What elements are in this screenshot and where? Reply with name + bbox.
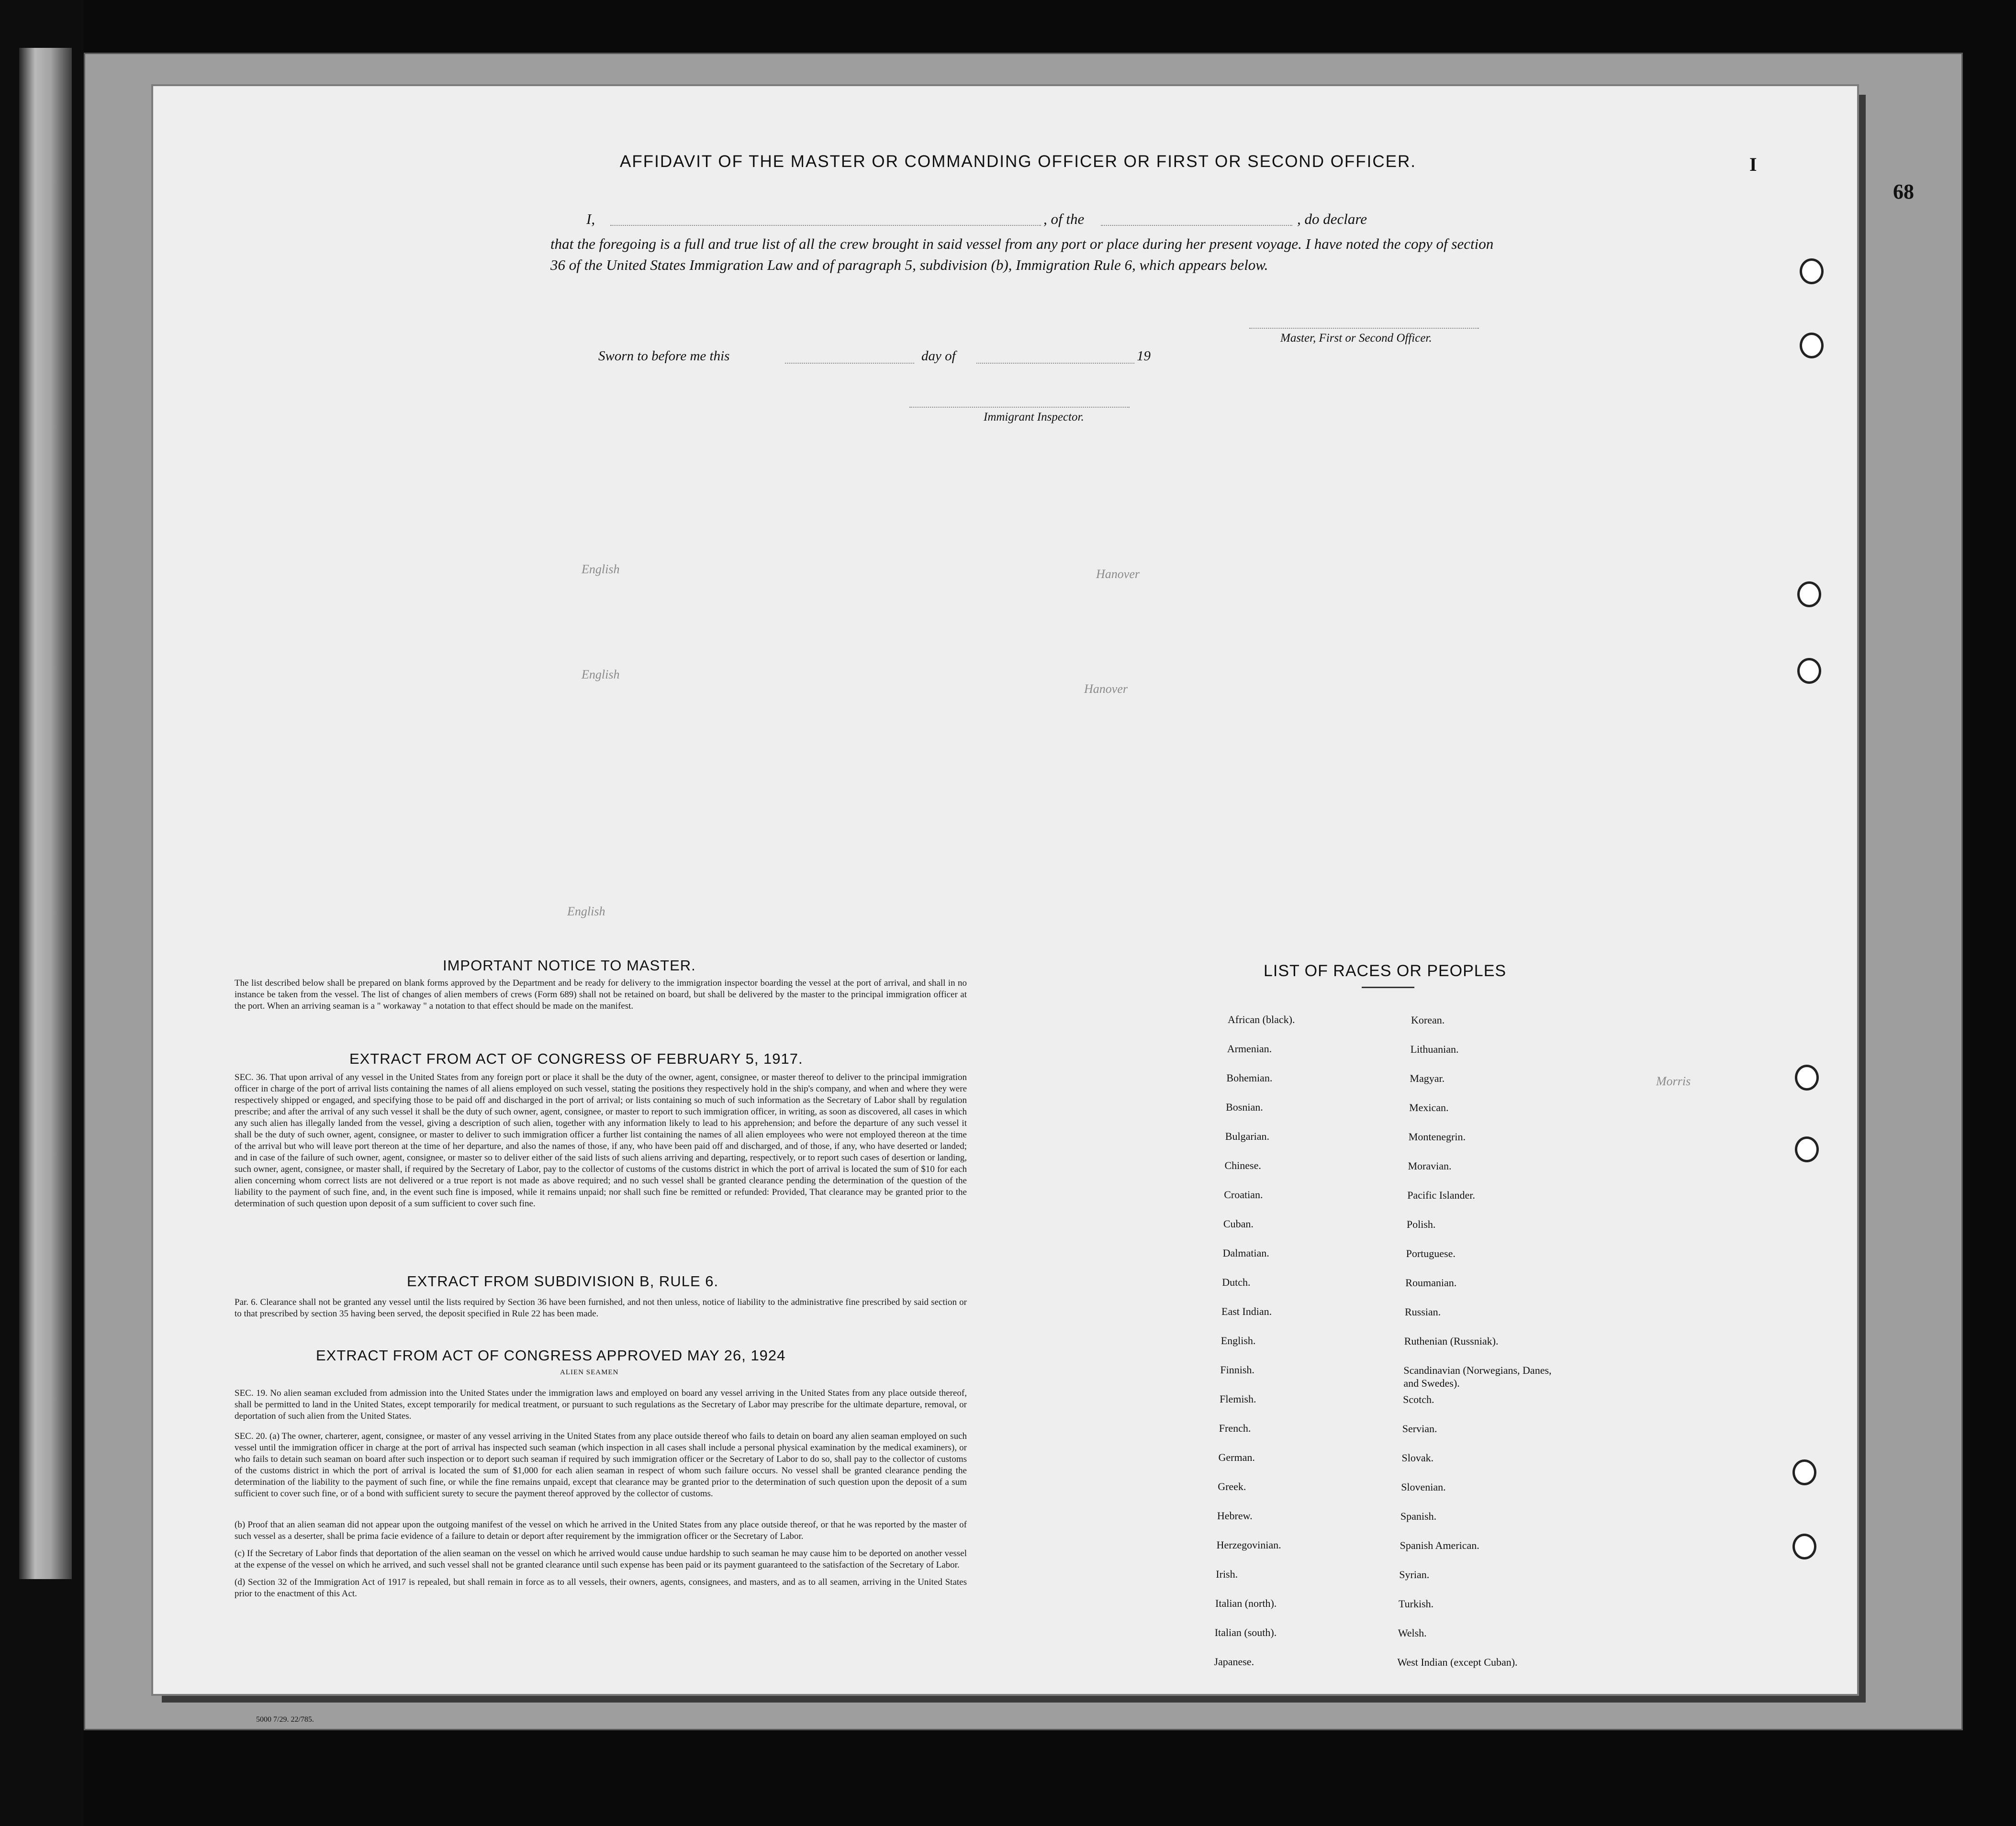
race-item: Bosnian.: [1226, 1101, 1263, 1113]
race-item: Turkish.: [1399, 1598, 1434, 1610]
form-code: 5000 7/29. 22/785.: [256, 1715, 314, 1724]
race-item: Dalmatian.: [1222, 1247, 1269, 1259]
inspector-label: Immigrant Inspector.: [984, 411, 1084, 423]
affidavit-i: I,: [586, 211, 595, 227]
race-item: West Indian (except Cuban).: [1397, 1656, 1518, 1668]
race-item: Ruthenian (Russniak).: [1404, 1335, 1499, 1347]
races-title: LIST OF RACES OR PEOPLES: [1264, 962, 1507, 980]
binder-hole: [1792, 1459, 1816, 1485]
race-item: Moravian.: [1408, 1160, 1452, 1172]
binder-hole: [1797, 658, 1821, 684]
race-item: Servian.: [1402, 1423, 1437, 1435]
race-item: Portuguese.: [1406, 1247, 1456, 1259]
handwriting-2: Hanover: [1096, 567, 1140, 581]
race-item: Spanish American.: [1400, 1539, 1479, 1551]
extract-1924-subtitle: ALIEN SEAMEN: [560, 1369, 619, 1376]
affidavit-of-the: , of the: [1043, 211, 1085, 227]
binder-hole: [1800, 333, 1824, 358]
inspector-signature-line[interactable]: [909, 407, 1130, 408]
binder-hole: [1792, 1534, 1816, 1559]
binder-hole: [1797, 581, 1821, 607]
race-item: Scandinavian (Norwegians, Danes, and Swedes).: [1403, 1364, 1552, 1389]
extract-1924-sec19: SEC. 19. No alien seaman excluded from admission into the United States under the immigration laws and employed on board any vessel arriving in the United States from any place outside thereof, shall be permitted to land in the United States, except temporarily for medical treatment, or pursuant to such regulations as the Secretary of Labor may prescribe for the ultimate departure, removal, or deportation of such alien from the United States.: [235, 1388, 967, 1421]
handwriting-6: Morris: [1656, 1074, 1691, 1088]
race-item: Italian (south).: [1214, 1626, 1277, 1638]
race-item: Bulgarian.: [1225, 1130, 1270, 1142]
race-item: Flemish.: [1220, 1393, 1256, 1405]
race-item: Roumanian.: [1405, 1277, 1457, 1289]
race-item: Japanese.: [1214, 1656, 1254, 1668]
race-item: Bohemian.: [1226, 1072, 1273, 1084]
binder-hole: [1795, 1136, 1819, 1162]
master-signature-line[interactable]: [1249, 328, 1479, 329]
race-item: German.: [1218, 1451, 1255, 1463]
race-item: Chinese.: [1224, 1159, 1261, 1171]
extract-1917-text: SEC. 36. That upon arrival of any vessel in the United States from any foreign port or place it shall be the duty of the owner, agent, consignee, or master thereof to deliver to the principal immigration officer in charge of the port of arrival lists containing the names of all aliens employed on such vessel, stating the positions they respectively hold in the ship's company, and when and where they were respectively shipped or engaged, and specifying those to be paid off and discharged in the port of arrival; or lists containing so much of such information as the Secretary of Labor shall by regulation prescribe; and after the arrival of any such vessel it shall be the duty of such owner, agent, consignee, or master to report to such immigration officer, in writing, as soon as discovered, all cases in which any such alien has illegally landed from the vessel, giving a description of such alien, together with any information likely to lead to his apprehension; and before the departure of any such vessel it shall be the duty of such owner, agent, consignee, or master to deliver to such immigration officer a further list containing the names of all alien employees who were not employed thereon at the time of the arrival but who will leave port thereon at the time of her departure, and also the names of those, if any, who have been paid off and discharged, and of those, if any, who have deserted or landed; and in case of the failure of such owner, agent, consignee, or master so to deliver either of the said lists of such aliens arriving and departing, respectively, or to report such cases of desertion or landing, such owner, agent, consignee, or master shall, if required by the Secretary of Labor, pay to the collector of customs of the customs district in which the port of arrival is located the sum of $10 for each alien concerning whom correct lists are not delivered or a true report is not made as above required; and no such vessel shall be granted clearance pending the determination of the question of the liability to the payment of such fine, and, in the event such fine is imposed, while it remains unpaid; nor shall such fine be remitted or refunded: Provided, That clearance may be granted prior to the determination of such question upon deposit of a sum sufficient to cover such fine.: [235, 1072, 967, 1209]
race-item: Lithuanian.: [1410, 1043, 1459, 1055]
race-item: Irish.: [1216, 1568, 1238, 1580]
race-item: Welsh.: [1398, 1627, 1427, 1639]
extract-1924-sec20a: SEC. 20. (a) The owner, charterer, agent, consignee, or master of any vessel arriving in the United States from any place outside thereof who fails to detain on board any alien seaman employed on such vessel until the immigration officer in charge at the port of arrival has inspected such seaman (which inspection in all cases shall include a personal physical examination by the medical examiners), or who fails to detain such seaman on board after such inspection or to deport such seaman if required by such immigration officer or the Secretary of Labor to do so, shall pay to the collector of customs of the customs district in which the port of arrival is located the sum of $1,000 for each alien seaman in respect of whom such failure occurs. No vessel shall be granted clearance pending the determination of the liability to the payment of such fine, or while the fine remains unpaid, except that clearance may be granted prior to the determination of such question upon the deposit of a sum sufficient to cover such fine, or of a bond with sufficient surety to secure the payment thereof approved by the collector of customs.: [235, 1431, 967, 1499]
race-item: Cuban.: [1223, 1218, 1254, 1230]
handwriting-5: English: [567, 904, 605, 918]
extract-rule6-title: EXTRACT FROM SUBDIVISION B, RULE 6.: [407, 1273, 719, 1290]
extract-1924-sec20d: (d) Section 32 of the Immigration Act of 1917 is repealed, but shall remain in force as to all vessels, their owners, agents, consignees, and masters, and as to all seamen, arriving in the United States prior to the enactment of this Act.: [235, 1577, 967, 1599]
race-item: French.: [1219, 1422, 1251, 1434]
race-item: Finnish.: [1220, 1364, 1254, 1376]
race-item: Dutch.: [1222, 1276, 1251, 1288]
race-item: Slovenian.: [1401, 1481, 1446, 1493]
extract-1924-title: EXTRACT FROM ACT OF CONGRESS APPROVED MAY 26, 1924: [316, 1347, 786, 1364]
binder-hole: [1795, 1065, 1819, 1091]
race-item: Korean.: [1411, 1014, 1445, 1026]
affidavit-declare: , do declare: [1297, 211, 1367, 227]
race-item: African (black).: [1228, 1013, 1295, 1025]
page-mark: I: [1749, 154, 1757, 175]
notice-title: IMPORTANT NOTICE TO MASTER.: [443, 957, 696, 974]
handwriting-3: English: [582, 668, 620, 681]
binder-hole: [1800, 258, 1824, 284]
race-item: Slovak.: [1401, 1452, 1434, 1464]
binder-strip: [19, 48, 72, 1579]
sworn-day-line[interactable]: [785, 363, 914, 364]
affidavit-body: that the foregoing is a full and true list of all the crew brought in said vessel from any port or place during her present voyage. I have noted the copy of section 36 of the United States Immigration Law and of paragraph 5, subdivision (b), Immigration Rule 6, which appears below.: [550, 235, 1494, 273]
race-item: Mexican.: [1409, 1102, 1449, 1113]
extract-1924-sec20b: (b) Proof that an alien seaman did not appear upon the outgoing manifest of the vessel on which he arrived in the United States from any place outside thereof, or that he was reported by the master of such vessel as a deserter, shall be prima facie evidence of a failure to detain or deport after requirement by the immigration officer or the Secretary of Labor.: [235, 1520, 967, 1541]
year-prefix: 19: [1137, 348, 1151, 364]
extract-rule6-text: Par. 6. Clearance shall not be granted any vessel until the lists required by Section 36 have been furnished, and not then unless, notice of liability to the administrative fine prescribed by said section or to that prescribed by section 35 having been served, the deposit specified in Rule 22 has been made.: [235, 1297, 967, 1319]
master-signature-label: Master, First or Second Officer.: [1280, 332, 1432, 345]
binder-edge: [0, 0, 84, 1826]
race-item: Montenegrin.: [1408, 1131, 1466, 1143]
race-item: Spanish.: [1400, 1510, 1437, 1522]
race-item: English.: [1221, 1335, 1256, 1347]
race-item: Italian (north).: [1215, 1597, 1277, 1609]
race-item: Herzegovinian.: [1216, 1539, 1281, 1551]
affidavit-title: AFFIDAVIT OF THE MASTER OR COMMANDING OFFICER OR FIRST OR SECOND OFFICER.: [620, 152, 1417, 171]
race-item: Croatian.: [1224, 1189, 1263, 1201]
races-title-rule: [1362, 987, 1414, 988]
extract-1917-title: EXTRACT FROM ACT OF CONGRESS OF FEBRUARY 5, 1917.: [349, 1050, 803, 1067]
race-item: Hebrew.: [1217, 1510, 1253, 1522]
sworn-month-line[interactable]: [976, 363, 1134, 364]
notice-text: The list described below shall be prepared on blank forms approved by the Department and be ready for delivery to the immigration inspector boarding the vessel at the port of arrival, and shall in no instance be taken from the vessel. The list of changes of alien members of crews (Form 689) shall not be retained on board, but shall be delivered by the master to the principal immigration officer at the port. When an arriving seaman is a " workaway " a notation to that effect should be made on the manifest.: [235, 978, 967, 1011]
race-item: Armenian.: [1227, 1043, 1272, 1055]
sworn-text: Sworn to before me this: [598, 348, 730, 364]
race-item: Magyar.: [1410, 1072, 1445, 1084]
race-item: Russian.: [1405, 1306, 1441, 1318]
name-line[interactable]: [610, 225, 1041, 226]
race-item: Syrian.: [1399, 1569, 1430, 1581]
extract-1924-sec20c: (c) If the Secretary of Labor finds that deportation of the alien seaman on the vessel on which he arrived would cause undue hardship to such seaman he may cause him to be deported on another vessel at the expense of the vessel on which he arrived, and such vessel shall not be granted clearance until such expense has been paid or its payment guaranteed to the satisfaction of the Secretary of Labor.: [235, 1548, 967, 1570]
handwriting-1: English: [582, 562, 620, 576]
race-item: Greek.: [1218, 1481, 1246, 1492]
handwriting-4: Hanover: [1084, 682, 1128, 696]
vessel-line[interactable]: [1101, 225, 1292, 226]
sheet-number: 68: [1893, 180, 1914, 203]
race-item: Polish.: [1406, 1218, 1436, 1230]
race-item: Scotch.: [1403, 1393, 1434, 1405]
race-item: Pacific Islander.: [1407, 1189, 1475, 1201]
race-item: East Indian.: [1221, 1305, 1272, 1317]
day-of-text: day of: [921, 348, 956, 364]
